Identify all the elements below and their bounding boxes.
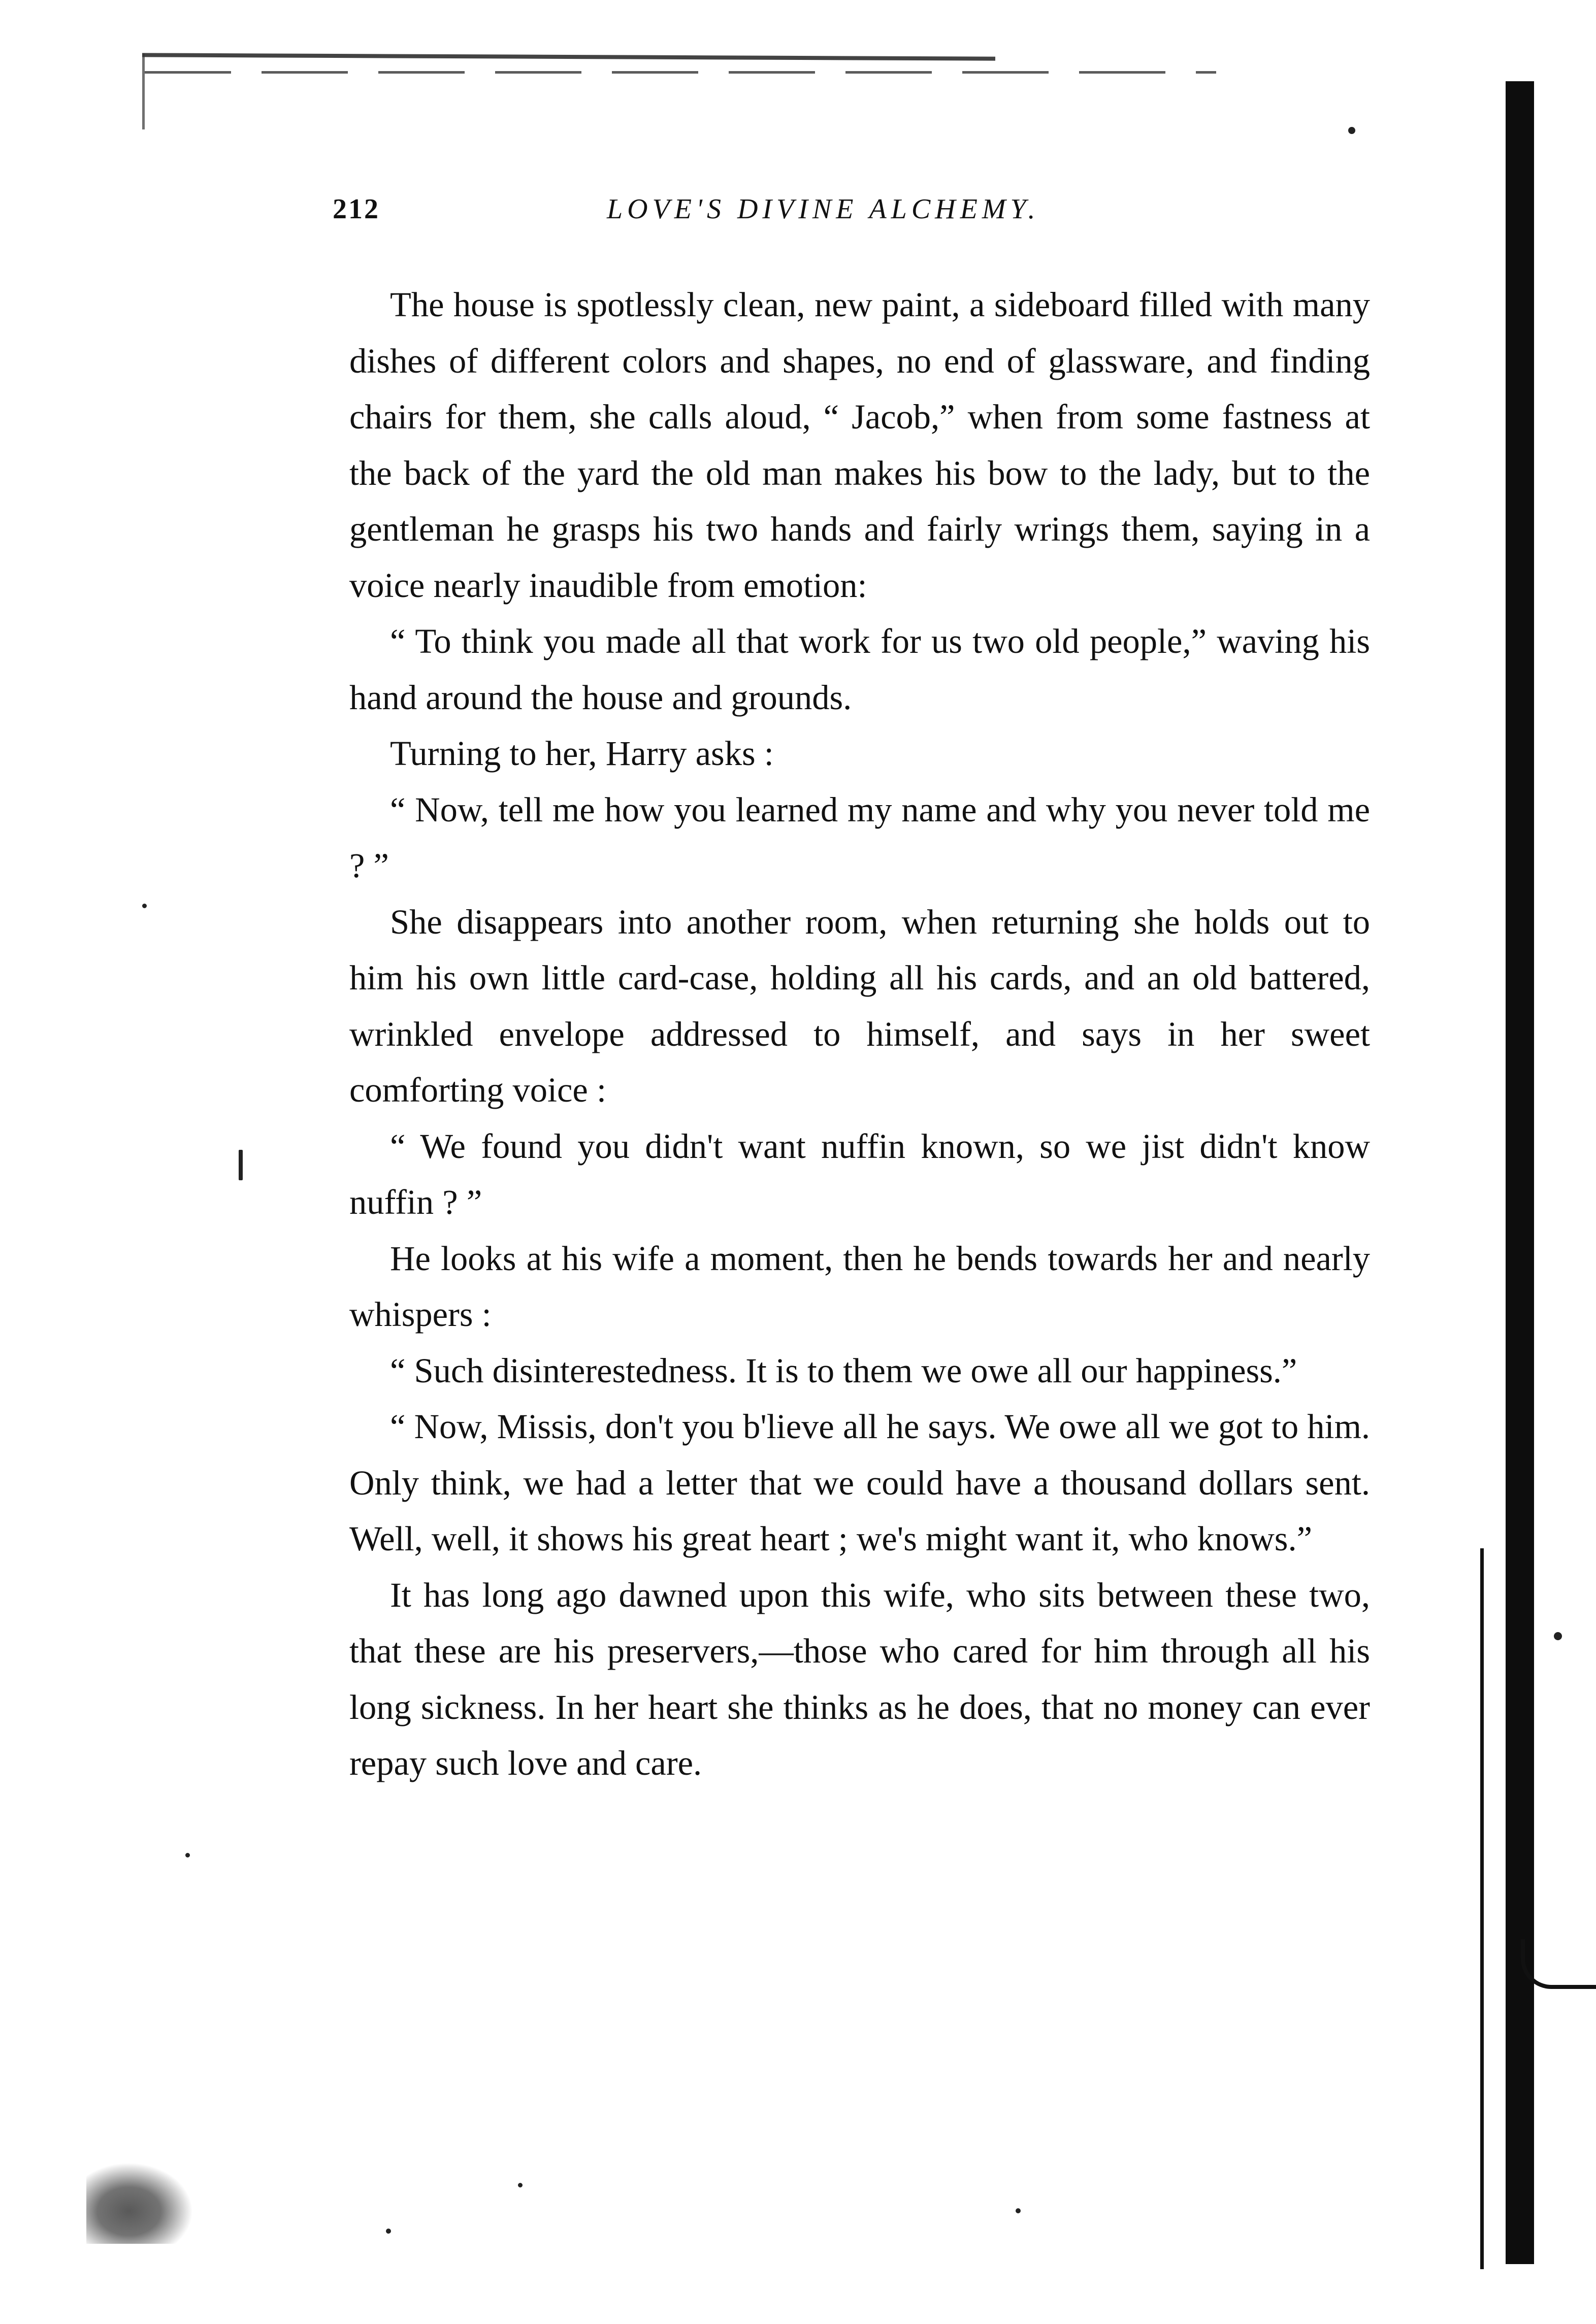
paragraph: The house is spotlessly clean, new paint, a sideboard filled with many dishes of different colors and shapes, no end of glassware, and finding chairs for them, she calls aloud, “ Jacob,” when from some fastness at the back of the yard the old man makes his bow to the lady, but to the gentleman he grasps his two hands and fairly wrings them, saying in a voice nearly inaudible from emotion: [349,285,1370,605]
dust-speck [239,1150,243,1180]
paragraph: She disappears into another room, when returning she holds out to him his own little card-case, holding all his cards, and an old battered, wrinkled envelope addressed to himself, and says in her sweet comforting voice : [349,902,1370,1109]
paragraph: “ Now, tell me how you learned my name and why you never told me ? ” [349,790,1370,885]
paragraph: It has long ago dawned upon this wife, who sits between these two, that these are his preservers,—those who cared for him through all his long sickness. In her heart she thinks as he does, that no money can ever repay such love and care. [349,1575,1370,1782]
paragraph: He looks at his wife a moment, then he bends towards her and nearly whispers : [349,1239,1370,1334]
dust-speck [1348,127,1355,134]
running-header [333,193,1176,234]
page-number: 212 [333,193,380,225]
dust-speck [386,2229,391,2234]
scan-border-corner [142,53,145,129]
paragraph: Turning to her, Harry asks : [390,734,774,773]
scan-border-dashes [145,71,1216,74]
dust-speck [1554,1632,1562,1640]
margin-pen-mark [1521,1939,1596,1989]
running-title: LOVE'S DIVINE ALCHEMY. [607,193,1040,225]
page-edge-line [1480,1548,1484,2269]
dust-speck [185,1853,190,1857]
scan-border-line [142,53,995,60]
paragraph: “ To think you made all that work for us two old people,” waving his hand around the house and grounds. [349,622,1370,717]
paragraph: “ Now, Missis, don't you b'lieve all he says. We owe all we got to him. Only think, we had a letter that we could have a thousand dollars sent. Well, well, it shows his great heart ; we's might want it, who knows.” [349,1407,1370,1558]
dust-speck [142,904,147,908]
dust-speck [1016,2208,1021,2213]
page-edge-shadow [1506,81,1534,2264]
dust-speck [518,2183,523,2187]
paragraph: “ Such disinterestedness. It is to them we owe all our happiness.” [390,1351,1297,1390]
corner-stain [86,2163,193,2244]
body-text [349,277,1370,1791]
paragraph: “ We found you didn't want nuffin known, so we jist didn't know nuffin ? ” [349,1126,1370,1221]
